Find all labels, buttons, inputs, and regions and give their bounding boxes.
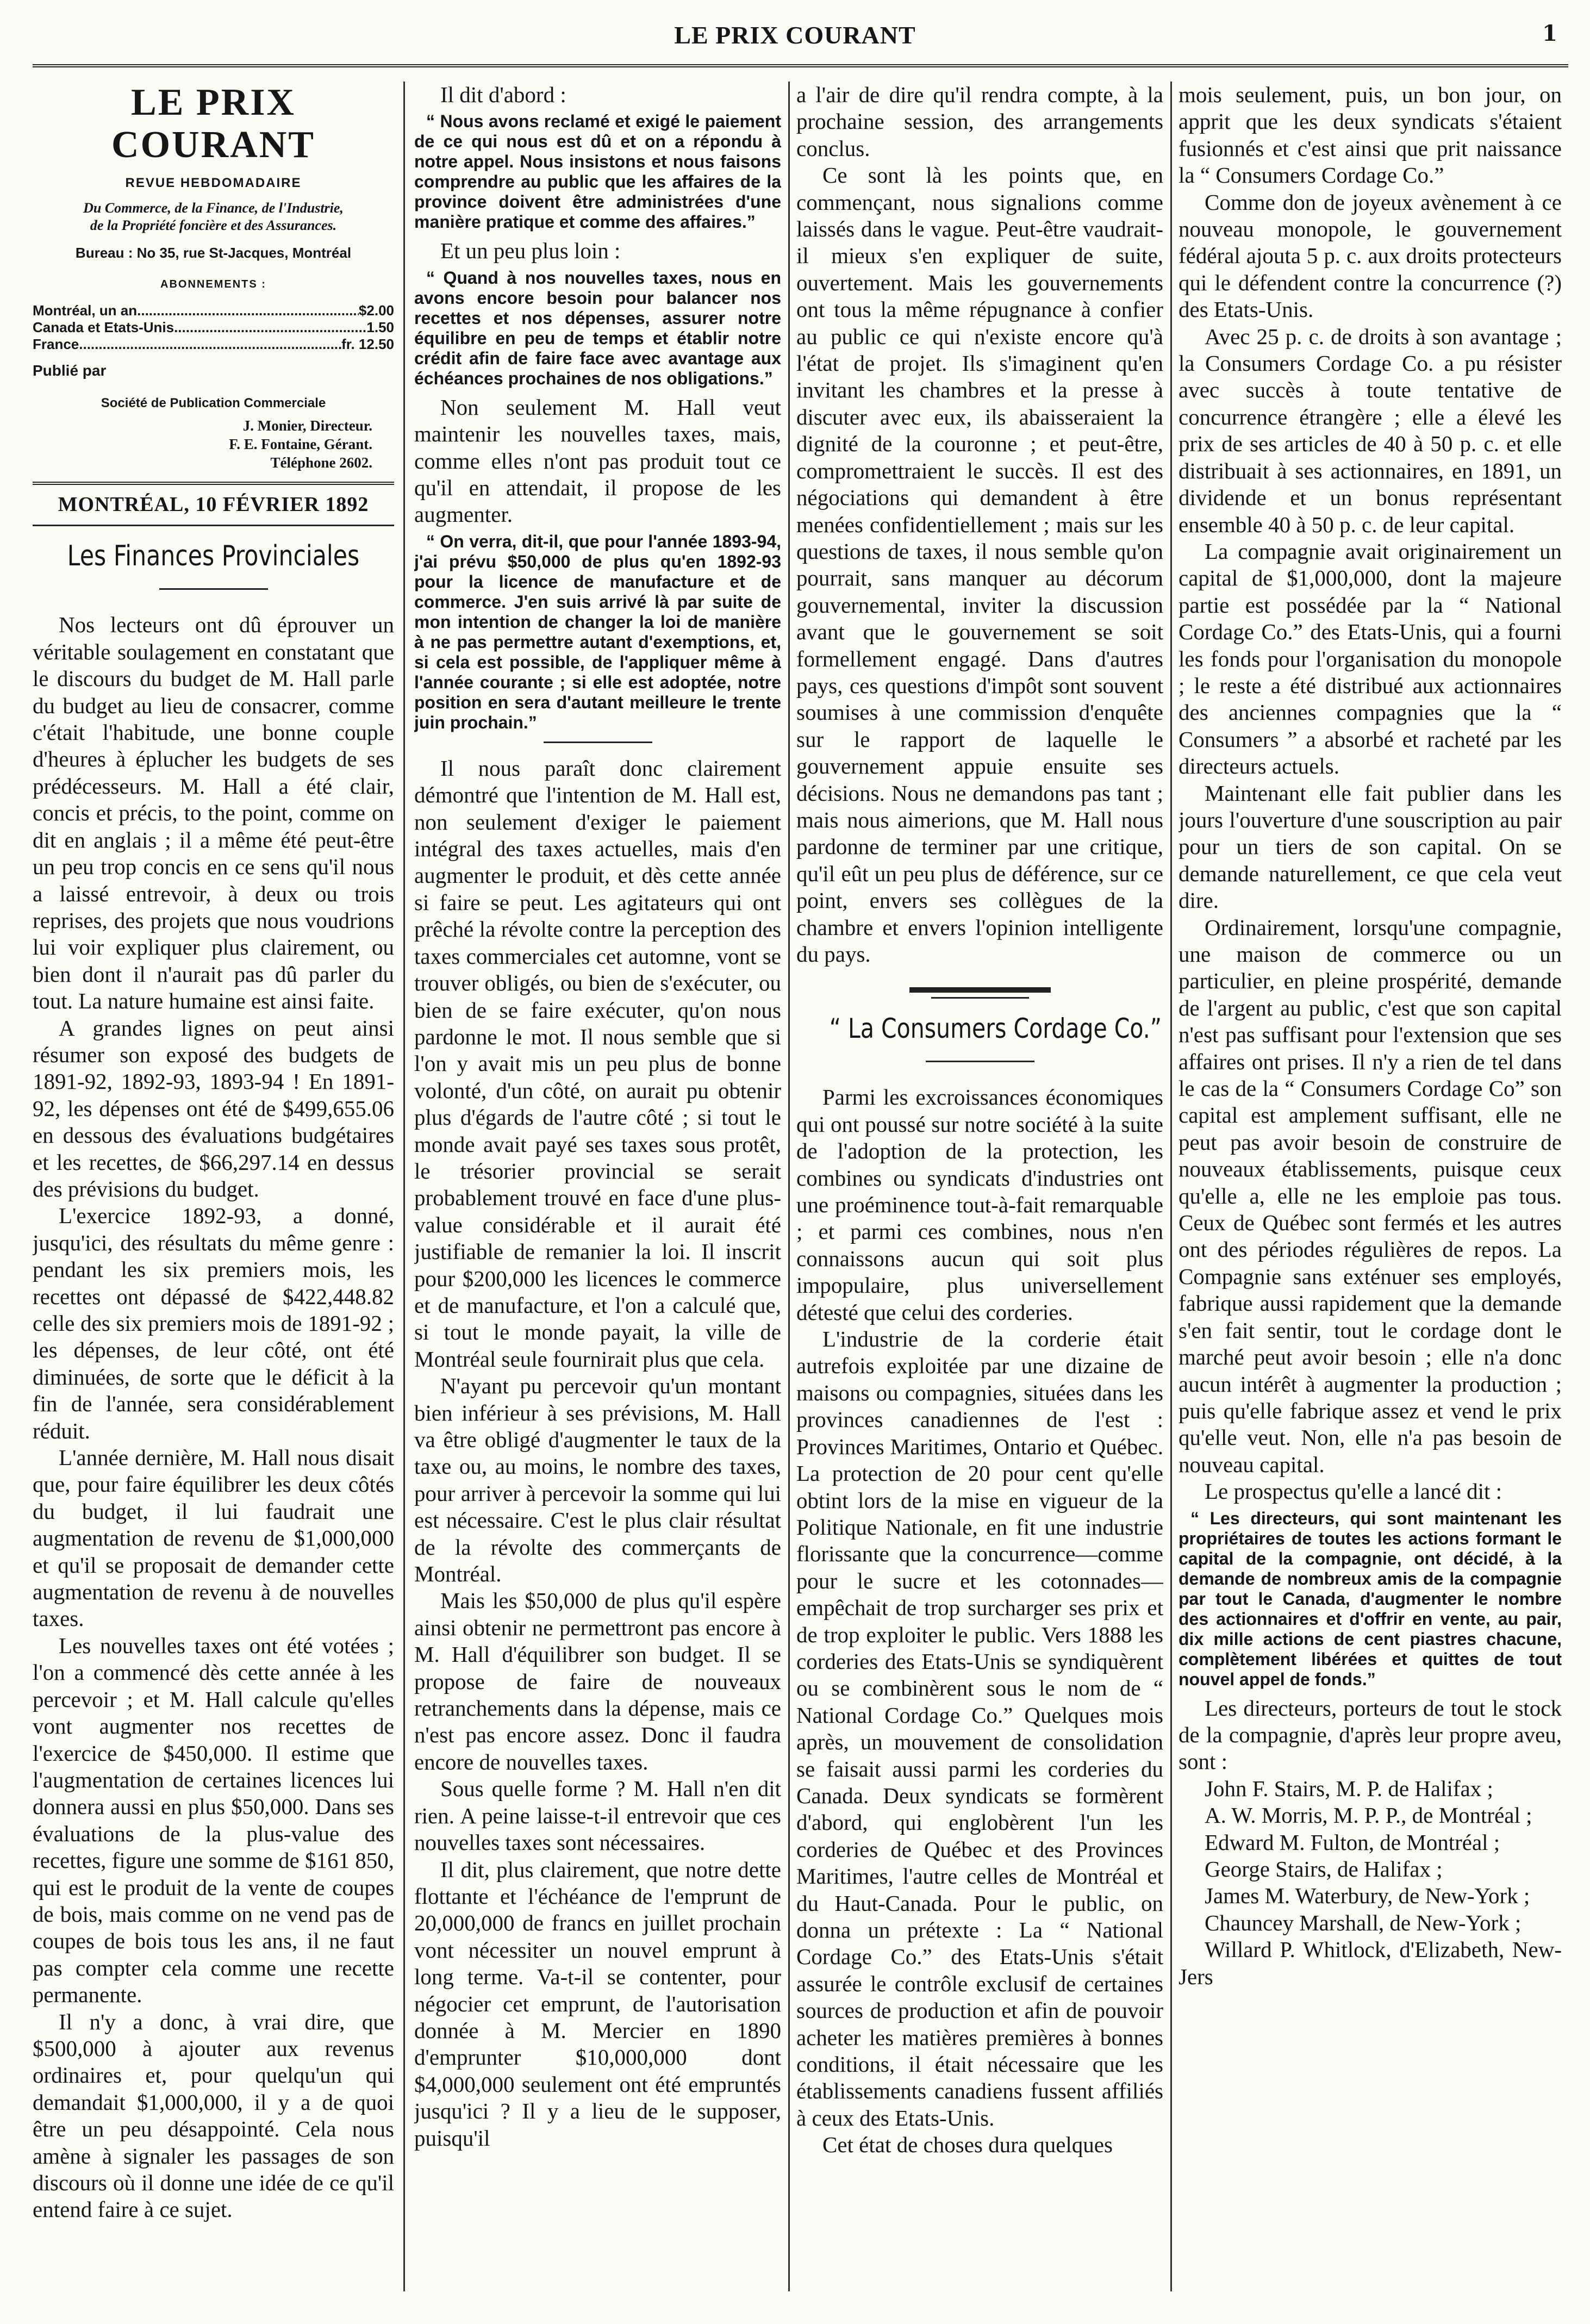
staff-director: J. Monier, Directeur. [242, 418, 372, 434]
price-label: Montréal, un an [33, 302, 138, 319]
quote: “ Nous avons reclamé et exigé le paiement de ce qui nous est dû et on a répondu à notre appel. Nous insistons et nous faisons comprendre au public que les affaires de la province doivent être administrées d'une manière pratique et comme des affaires.” [414, 111, 781, 232]
paragraph: mois seulement, puis, un bon jour, on apprit que les deux syndicats s'étaient fusionnés et c'est ainsi que prit naissance la “ Consumers Cordage Co.” [1179, 82, 1562, 188]
column-rule-3 [1170, 82, 1172, 2291]
paragraph: Le prospectus qu'elle a lancé dit : [1205, 1479, 1502, 1504]
column-1 [33, 82, 394, 2291]
price-amount: fr. 12.50 [341, 336, 394, 353]
paragraph: Les nouvelles taxes ont été votées ; l'on a commencé dès cette année à les percevoir ; et M. Hall calcule qu'elles vont augmenter nos recettes de l'exercice de $450,000. Il estime que l'augmentation de certaines licences lui donnera aussi en plus $50,000. Dans ses évaluations de la plus-value des recettes, figure une somme de $161 850, qui est le produit de la vente de coupes de bois, mais comme on ne vend pas de coupes de bois tous les ans, il ne faut pas compter cela comme une recette permanente. [33, 1633, 394, 2008]
price-label: France [33, 336, 79, 353]
director-entry: James M. Waterbury, de New-York ; [1205, 1883, 1530, 1909]
director-entry: A. W. Morris, M. P. P., de Montréal ; [1205, 1803, 1532, 1828]
paragraph: Ce sont là les points que, en commençant, nous signalions comme laissés dans le vague. Peut-être vaudrait-il mieux s'en expliquer de suite, ouvertement. Mais les gouvernements ont tous la même répugnance à confier au public ce qui n'existe encore qu'à l'état de projet. Ils s'imaginent qu'en invitant les chambres et la presse à discuter avec eux, ils abaisseraient la dignité de la couronne ; et peut-être, compromettraient le succès. Il est des négociations qui demandent à être menées confidentiellement ; mais sur les questions de taxes, il nous semble qu'on pourrait, sans manquer au décorum gouvernemental, inviter la discussion avant que le gouvernement se soit formellement engagé. Dans d'autres pays, ces questions d'impôt sont souvent soumises à une commission d'enquête sur le rapport de laquelle le gouvernement appuie ensuite ses décisions. Nous ne demandons pas tant ; mais nous aimerions, que M. Hall nous pardonne de terminer par une critique, qu'il eût un peu plus de déférence, sur ce point, envers ses collègues de la chambre et envers l'opinion intelligente du pays. [796, 163, 1163, 967]
paragraph: a l'air de dire qu'il rendra compte, à la prochaine session, des arrangements conclus. [796, 82, 1163, 161]
paragraph: L'exercice 1892-93, a donné, jusqu'ici, des résultats du même genre : pendant les six premiers mois, les recettes ont dépassé de $422,448.82 celle des six premiers mois de 1891-92 ; les dépenses, de leur côté, ont été diminuées, de sorte que le déficit à la fin de l'année, sera considérablement réduit. [33, 1203, 394, 1443]
paragraph: Comme don de joyeux avènement à ce nouveau monopole, le gouvernement fédéral ajouta 5 p. c. aux droits protecteurs qui le défendent contre la concurrence (?) des Etats-Unis. [1179, 189, 1562, 322]
abonnements-label: ABONNEMENTS : [160, 278, 266, 290]
paragraph: Il n'y a donc, à vrai dire, que $500,000 à ajouter aux revenus ordinaires et, pour quelqu'un qui demandait $1,000,000, il y a de quoi être un peu désappointé. Cela nous amène à signaler les passages de son discours où il donne une idée de ce qu'il entend faire à ce sujet. [33, 2009, 394, 2222]
column-3 [796, 82, 1163, 2291]
column-rule-2 [788, 82, 790, 2291]
page-number: 1 [1542, 21, 1557, 46]
running-head: LE PRIX COURANT [674, 21, 916, 49]
director-entry: George Stairs, de Halifax ; [1205, 1856, 1443, 1881]
paragraph: Il nous paraît donc clairement démontré que l'intention de M. Hall est, non seulement d'exiger le paiement intégral des taxes actuelles, mais d'en augmenter le produit, et dès cette année si faire se peut. Les agitateurs qui ont prêché la révolte contre la perception des taxes commerciales cet automne, vont se trouver obligés, ou bien de s'exécuter, ou bien de se faire exécuter, qu'on nous pardonne le mot. Il nous semble que si l'on y avait mis un peu plus de bonne volonté, d'un côté, on aurait pu obtenir plus d'égards de l'autre côté ; si tout le monde avait payé ses taxes sous protêt, le trésorier provincial se serait probablement trouvé en face d'une plus-value considérable et il aurait été justifiable de remanier la loi. Il inscrit pour $200,000 les licences le commerce et de manufacture, et l'on a calculé que, si tout le monde payait, la ville de Montréal seule fournirait plus que cela. [414, 755, 781, 1372]
quote: “ Quand à nos nouvelles taxes, nous en avons encore besoin pour balancer nos recettes et nos dépenses, assurer notre équilibre en peu de temps et établir notre crédit afin de faire face avec avantage aux échéances prochaines de nos obligations.” [414, 267, 781, 388]
paragraph: Il dit d'abord : [440, 82, 566, 107]
paragraph: L'industrie de la corderie était autrefois exploitée par une dizaine de maisons ou compagnies, situées dans les provinces canadiennes de l'est : Provinces Maritimes, Ontario et Québec. La protection de 20 pour cent qu'elle obtint lors de la mise en vigueur de la Politique Nationale, en fit une industrie florissante que la concurrence—comme pour le sucre et les cotonnades—empêchait de trop surcharger ses prix et de trop exploiter le public. Vers 1888 les corderies des Etats-Unis se syndiquèrent ou se combinèrent sous le nom de “ National Cordage Co.” Quelques mois après, un mouvement de consolidation se faisait aussi parmi les corderies du Canada. Deux syndicats se formèrent d'abord, qui englobèrent l'un les corderies de Québec et des Provinces Maritimes, l'autre celles de Montréal et du Haut-Canada. Pour le public, on donna un prétexte : La “ National Cordage Co.” des Etats-Unis s'était assurée le contrôle exclusif de certaines sources de production et afin de pouvoir acheter les matières premières à bonnes conditions, il était nécessaire que les établissements canadiens fussent affiliés à ceux des Etats-Unis. [796, 1326, 1163, 2130]
price-label: Canada et Etats-Unis [33, 319, 174, 336]
column-2 [414, 82, 781, 2291]
director-entry: John F. Stairs, M. P. de Halifax ; [1205, 1775, 1493, 1801]
title-rule [159, 588, 268, 590]
paragraph: Ordinairement, lorsqu'une compagnie, une maison de commerce ou un particulier, en pleine prospérité, demande de l'argent au public, c'est que son capital n'est pas suffisant pour l'extension que ses affaires ont prises. Il n'y a rien de tel dans le cas de la “ Consumers Cordage Co” son capital est amplement suffisant, elle ne peut pas avoir besoin de construire de nouveaux établissements, puisque ceux qu'elle a, elle ne les emploie pas tous. Ceux de Québec sont fermés et les autres ont des périodes régulières de repos. La Compagnie sans exténuer ses employés, fabrique aussi rapidement que la demande s'en fait sentir, tout le cordage dont le marché peut avoir besoin ; elle n'a donc aucun intérêt à augmenter la production ; puis qu'elle fabrique assez et vend le prix qu'elle veut. Non, elle n'a pas besoin de nouveau capital. [1179, 914, 1562, 1477]
paragraph: L'année dernière, M. Hall nous disait que, pour faire équilibrer les deux côtés du budget, il lui faudrait une augmentation de revenu de $1,000,000 et qu'il se proposait de demander cette augmentation de revenu à de nouvelles taxes. [33, 1445, 394, 1631]
price-row [33, 336, 394, 353]
paragraph: Il dit, plus clairement, que notre dette flottante et l'échéance de l'emprunt de 20,000,000 de francs en juillet prochain vont nécessiter un nouvel emprunt à long terme. Va-t-il se contenter, pour négocier cet emprunt, de l'autorisation donnée à M. Mercier en 1890 d'emprunter $10,000,000 dont $4,000,000 seulement ont été empruntés jusqu'ici ? Il y a lieu de le supposer, puisqu'il [414, 1856, 781, 2151]
article-1-title: Les Finances Provinciales [67, 540, 360, 573]
price-row [33, 319, 394, 336]
prospectus-quote: “ Les directeurs, qui sont maintenant les propriétaires de toutes les actions formant le capital de la compagnie, ont décidé, à la demande de nombreux amis de la compagnie par tout le Canada, d'augmenter le nombre des actionnaires et d'offrir en vente, au pair, dix mille actions de cent piastres chacune, complètement libérées et quittes de tout nouvel appel de fonds.” [1179, 1508, 1562, 1689]
masthead-bureau: Bureau : No 35, rue St-Jacques, Montréal [75, 245, 352, 261]
paragraph: Maintenant elle fait publier dans les jours l'ouverture d'une souscription au pair pour un tiers de son capital. On se demande naturellement, ce que cela veut dire. [1179, 780, 1562, 913]
price-amount: $2.00 [358, 302, 394, 319]
paragraph: La compagnie avait originairement un capital de $1,000,000, dont la majeure partie est possédée par la “ National Cordage Co.” des Etats-Unis, qui a fourni les fonds pour l'organisation du monopole ; le reste a été distribué aux actionnaires des anciennes compagnies que la “ Consumers ” a absorbé et racheté par les directeurs actuels. [1179, 538, 1562, 779]
column-rule-1 [403, 82, 405, 2291]
quote: “ On verra, dit-il, que pour l'année 1893-94, j'ai prévu $50,000 de plus qu'en 1892-93 pour la licence de manufacture et de commerce. J'en suis arrivé là par suite de mon intention de changer la loi de manière à ne pas permettre autant d'exemptions, et, si cela est possible, de l'appliquer même à l'année courante ; si elle est adoptée, notre position en sera d'autant meilleure le trente juin prochain.” [414, 531, 781, 732]
masthead-rule [33, 482, 394, 485]
director-entry: Chauncey Marshall, de New-York ; [1205, 1910, 1522, 1935]
director-entry: Willard P. Whitlock, d'Elizabeth, New-Jers [1179, 1937, 1562, 1989]
publisher-name: Société de Publication Commerciale [101, 395, 326, 410]
paragraph: Et un peu plus loin : [440, 238, 621, 264]
paragraph: Mais les $50,000 de plus qu'il espère ainsi obtenir ne permettront pas encore à M. Hall d'équilibrer son budget. Il se propose de faire de nouveaux retranchements dans la dépense, mais ce n'est pas encore assez. Donc il faudra encore de nouvelles taxes. [414, 1588, 781, 1774]
dateline-rule [33, 525, 394, 526]
publie-par: Publié par [33, 362, 107, 379]
paragraph: Non seulement M. Hall veut maintenir les nouvelles taxes, mais, comme elles n'ont pas produit tout ce qu'il en attendait, il propose de les augmenter. [414, 394, 781, 527]
masthead-description-2: de la Propriété foncière et des Assurances. [90, 217, 337, 234]
title-rule [926, 1061, 1034, 1062]
paragraph: Nos lecteurs ont dû éprouver un véritable soulagement en constatant que le discours du budget de M. Hall parle du budget au lieu de consacrer, comme c'était l'habitude, une bonne couple d'heures à éplucher les budgets de ses prédécesseurs. M. Hall a été clair, concis et précis, to the point, comme on dit en anglais ; il a même été peut-être un peu trop concis en ce sens qu'il nous a laissé entrevoir, à deux ou trois reprises, des projets que nous voudrions lui voir expliquer plus clairement, ou bien dont il n'aurait pas dû parler du tout. La nature humaine est ainsi faite. [33, 612, 394, 1014]
masthead-title: LE PRIX COURANT [111, 82, 315, 166]
article-separator [796, 987, 1163, 999]
top-double-rule [33, 64, 1568, 67]
paragraph: Parmi les excroissances économiques qui ont poussé sur notre société à la suite de l'adoption de la protection, les combines ou syndicats d'industries ont une proéminence tout-à-fait remarquable ; et parmi ces combines, nous n'en connaissons aucun qui soit plus impopulaire, plus universellement détesté que celui des corderies. [796, 1085, 1163, 1325]
staff-telephone: Téléphone 2602. [270, 454, 372, 471]
column-4 [1179, 82, 1562, 2291]
paragraph: A grandes lignes on peut ainsi résumer son exposé des budgets de 1891-92, 1892-93, 1893-94 ! En 1891-92, les dépenses ont été de $499,655.06 en dessous des évaluations budgétaires et les recettes, de $66,297.14 en dessus des prévisions du budget. [33, 1015, 394, 1201]
price-row [33, 302, 394, 319]
paragraph: Cet état de choses dura quelques [822, 2132, 1113, 2158]
paragraph: N'ayant pu percevoir qu'un montant bien inférieur à ses prévisions, M. Hall va être obligé d'augmenter le taux de la taxe ou, au moins, le nombre des taxes, pour arriver à percevoir la somme qui lui est nécessaire. C'est le plus clair résultat de la révolte des commerçants de Montréal. [414, 1373, 781, 1587]
article-2-title: “ La Consumers Cordage Co.” [829, 1013, 1162, 1045]
paragraph: Les directeurs, porteurs de tout le stock de la compagnie, d'après leur propre aveu, sont : [1179, 1695, 1562, 1774]
quote-rule [544, 742, 652, 743]
director-entry: Edward M. Fulton, de Montréal ; [1205, 1829, 1500, 1855]
masthead-subtitle: REVUE HEBDOMADAIRE [125, 176, 302, 190]
paragraph: Sous quelle forme ? M. Hall n'en dit rien. A peine laisse-t-il entrevoir que ces nouvelles taxes sont nécessaires. [414, 1776, 781, 1855]
masthead-description-1: Du Commerce, de la Finance, de l'Industrie, [83, 200, 344, 216]
price-amount: 1.50 [366, 319, 394, 336]
dateline: MONTRÉAL, 10 FÉVRIER 1892 [58, 493, 369, 516]
paragraph: Avec 25 p. c. de droits à son avantage ; la Consumers Cordage Co. a pu résister avec succès à toute tentative de concurrence étrangère ; elle a élevé les prix de ses articles de 40 à 50 p. c. et elle distribuait à ses actionnaires, en 1891, un dividende et un bonus représentant ensemble 40 à 50 p. c. de leur capital. [1179, 323, 1562, 537]
staff-manager: F. E. Fontaine, Gérant. [229, 436, 372, 453]
